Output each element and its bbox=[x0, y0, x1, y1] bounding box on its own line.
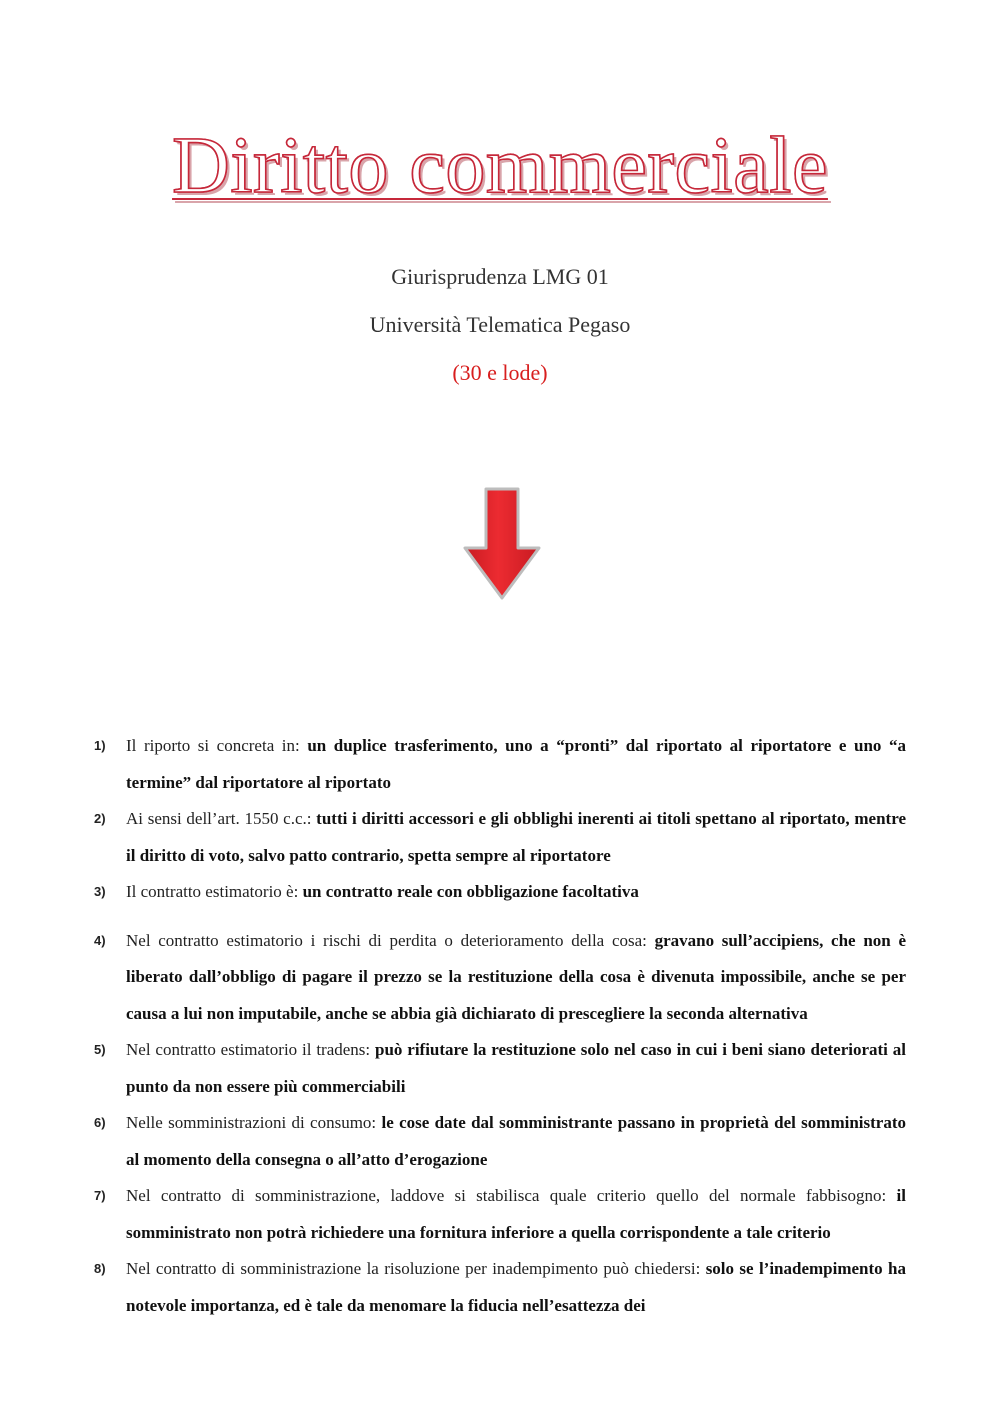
document-title: Diritto commerciale bbox=[172, 122, 828, 210]
red-down-arrow-icon bbox=[462, 486, 542, 602]
item-question: Il riporto si concreta in: bbox=[126, 736, 308, 755]
item-number: 4) bbox=[94, 932, 106, 948]
item-answer: un contratto reale con obbligazione facoltativa bbox=[302, 882, 639, 901]
item-question: Il contratto estimatorio è: bbox=[126, 882, 303, 901]
item-number: 6) bbox=[94, 1115, 106, 1130]
item-text bbox=[126, 923, 906, 1033]
item-question: Nel contratto di somministrazione, laddove si stabilisca quale criterio quello del normale fabbisogno: bbox=[126, 1186, 897, 1205]
item-text bbox=[126, 728, 906, 801]
item-text bbox=[126, 1178, 906, 1251]
item-text bbox=[126, 801, 906, 874]
list-item bbox=[94, 1105, 906, 1178]
item-question: Nel contratto estimatorio i rischi di perdita o deterioramento della cosa: bbox=[126, 930, 655, 950]
item-answer: solo se l’inadempimento ha notevole importanza, ed è tale da menomare la fiducia nell’esattezza dei bbox=[126, 1259, 906, 1315]
item-answer: tutti i diritti accessori e gli obblighi inerenti ai titoli spettano al riportato, mentre il diritto di voto, salvo patto contrario, spetta sempre al riportatore bbox=[126, 809, 906, 865]
item-text bbox=[126, 1032, 906, 1105]
item-text bbox=[126, 1105, 906, 1178]
grade-label: (30 e lode) bbox=[452, 360, 548, 385]
item-text bbox=[126, 874, 906, 911]
item-number: 8) bbox=[94, 1261, 106, 1276]
item-question: Nel contratto di somministrazione la risoluzione per inadempimento può chiedersi: bbox=[126, 1259, 706, 1278]
course-name: Giurisprudenza LMG 01 bbox=[391, 264, 609, 289]
university-name: Università Telematica Pegaso bbox=[369, 312, 631, 337]
list-item bbox=[94, 1032, 906, 1105]
item-answer: può rifiutare la restituzione solo nel caso in cui i beni siano deteriorati al punto da non essere più commerciabili bbox=[126, 1040, 906, 1096]
list-item bbox=[94, 923, 906, 1033]
item-answer: il somministrato non potrà richiedere una fornitura inferiore a quella corrispondente a tale criterio bbox=[126, 1186, 906, 1242]
item-answer: gravano sull’accipiens, che non è liberato dall’obbligo di pagare il prezzo se la restituzione della cosa è divenuta impossibile, anche se per causa a lui non imputabile, anche se abbia già dichiarato di prescegliere la seconda alternativa bbox=[126, 930, 906, 1023]
list-item bbox=[94, 801, 906, 874]
item-number: 3) bbox=[94, 884, 106, 899]
item-text bbox=[126, 1251, 906, 1324]
list-item bbox=[94, 1178, 906, 1251]
item-number: 1) bbox=[94, 738, 106, 753]
item-question: Ai sensi dell’art. 1550 c.c.: bbox=[126, 809, 317, 828]
item-number: 7) bbox=[94, 1188, 106, 1203]
item-answer: un duplice trasferimento, uno a “pronti” dal riportato al riportatore e uno “a termine” dal riportatore al riportato bbox=[126, 736, 906, 792]
question-list bbox=[94, 728, 906, 1324]
list-item bbox=[94, 1251, 906, 1324]
item-question: Nel contratto estimatorio il tradens: bbox=[126, 1040, 376, 1059]
item-number: 5) bbox=[94, 1042, 106, 1057]
list-item bbox=[94, 728, 906, 801]
item-question: Nelle somministrazioni di consumo: bbox=[126, 1113, 382, 1132]
item-answer: le cose date dal somministrante passano in proprietà del somministrato al momento della consegna o all’atto d’erogazione bbox=[126, 1113, 906, 1169]
list-item bbox=[94, 874, 906, 911]
item-number: 2) bbox=[94, 811, 106, 826]
